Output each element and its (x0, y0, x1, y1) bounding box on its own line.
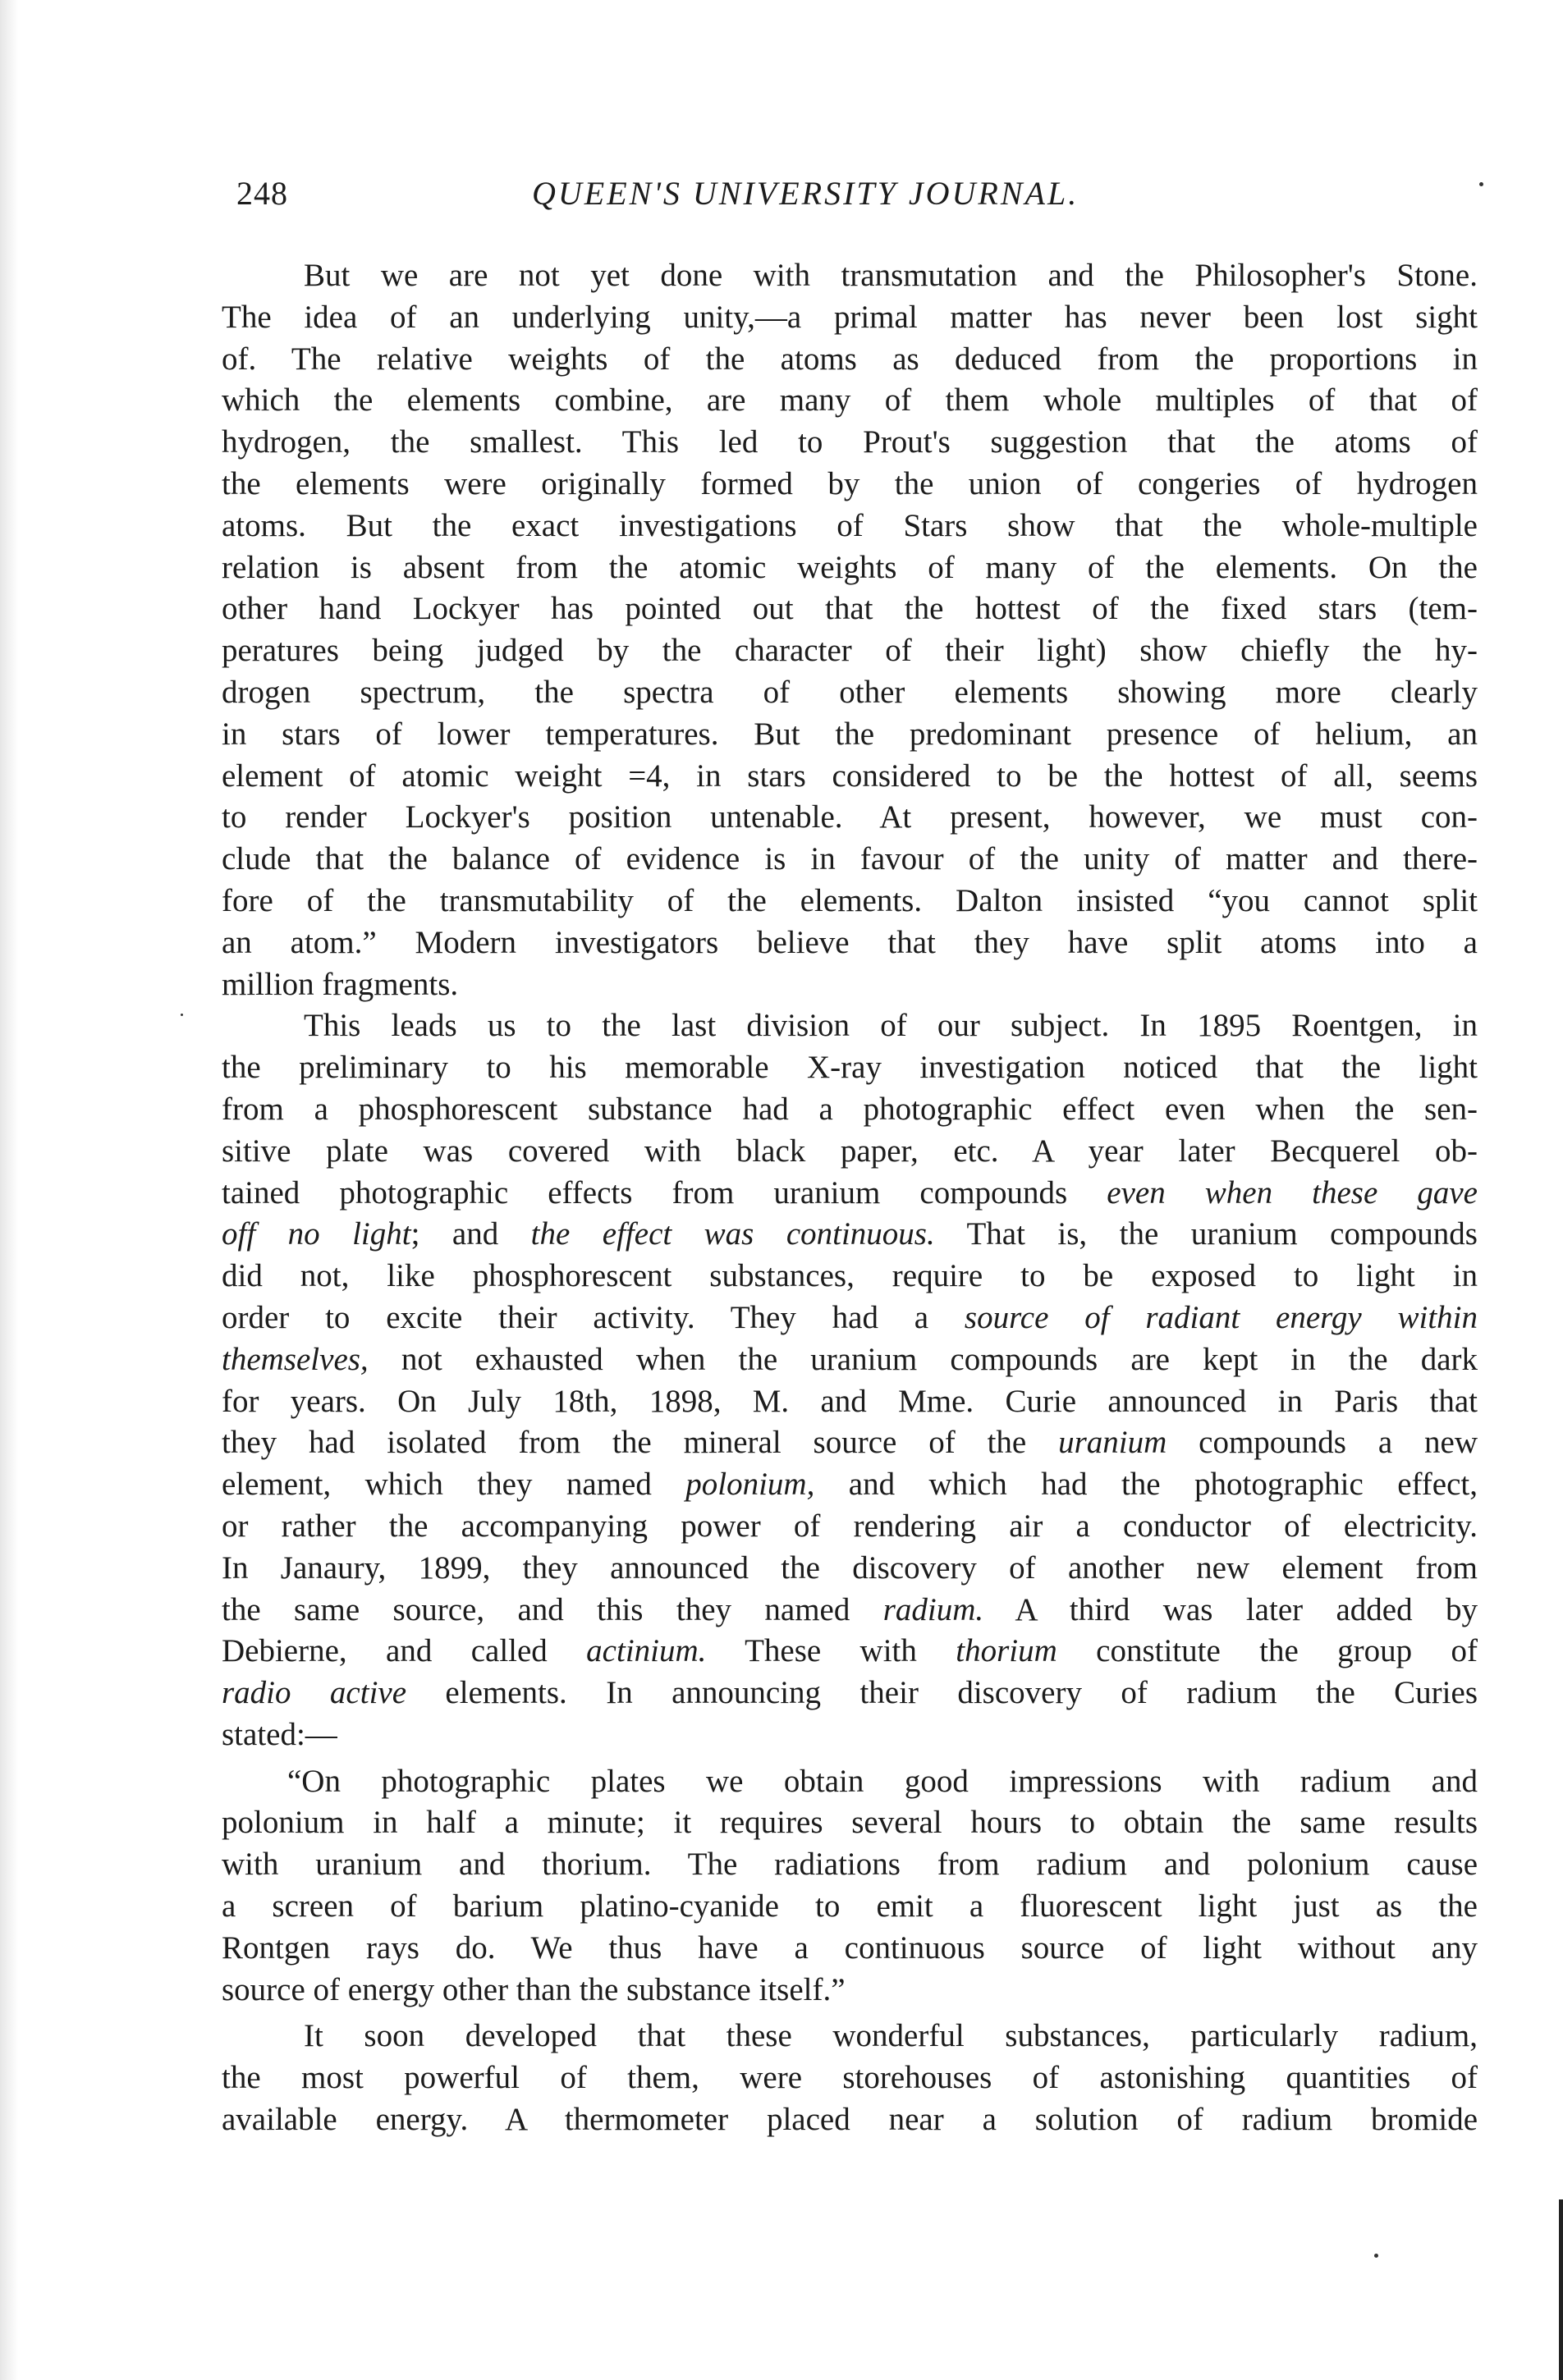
page-number: 248 (236, 175, 288, 212)
paragraph-transmutation (222, 255, 1478, 1005)
text-run: they had isolated from the mineral source of the (222, 1425, 1059, 1461)
text-line: the preliminary to his memorable X-ray investigation noticed that the light (222, 1050, 1478, 1086)
italic-run: the effect was continuous. (530, 1216, 935, 1252)
text-line (222, 1339, 1478, 1381)
text-line: element of atomic weight =4, in stars considered to be the hottest of all, seems (222, 757, 1478, 794)
text-line: This leads us to the last division of our subject. In 1895 Roentgen, in (304, 1008, 1478, 1044)
text-line: did not, like phosphorescent substances, require to be exposed to light in (222, 1258, 1478, 1294)
text-line: Rontgen rays do. We thus have a continuous source of light without any (222, 1929, 1478, 1966)
text-line: peratures being judged by the character of their light) show chiefly the hy- (222, 633, 1478, 669)
text-run: elements. In announcing their discovery of radium the Curies (406, 1675, 1478, 1711)
text-line: It soon developed that these wonderful substances, particularly radium, (304, 2018, 1478, 2054)
italic-run: thorium (956, 1633, 1057, 1669)
text-run: compounds a new (1167, 1425, 1478, 1461)
page-edge-mark (1559, 2199, 1563, 2380)
text-run: A third was later added by (983, 1591, 1478, 1627)
quotation-curies (222, 1761, 1478, 2012)
text-line (222, 1422, 1478, 1464)
italic-run: radio active (222, 1675, 407, 1711)
text-run: That is, the uranium compounds (934, 1216, 1478, 1252)
text-line: other hand Lockyer has pointed out that the hottest of the fixed stars (tem- (222, 591, 1478, 627)
ink-speck (181, 1014, 183, 1016)
text-line: the most powerful of them, were storehouses of astonishing quantities of (222, 2060, 1478, 2096)
text-line: of. The relative weights of the atoms as deduced from the proportions in (222, 341, 1478, 377)
text-run: order to excite their activity. They had a (222, 1299, 965, 1335)
text-line: from a phosphorescent substance had a photographic effect even when the sen- (222, 1091, 1478, 1127)
italic-run: off no light (222, 1216, 411, 1252)
text-line: to render Lockyer's position untenable. At present, however, we must con- (222, 799, 1478, 835)
ink-speck (1479, 182, 1483, 186)
text-line: million fragments. (222, 966, 459, 1002)
text-line: source of energy other than the substance itself.” (222, 1971, 846, 2007)
text-line: The idea of an underlying unity,—a primal matter has never been lost sight (222, 299, 1478, 335)
text-line (222, 1631, 1478, 1673)
text-line: with uranium and thorium. The radiations from radium and polonium cause (222, 1847, 1478, 1883)
italic-run: radium. (882, 1591, 984, 1627)
text-run: These with (706, 1633, 956, 1669)
text-line: atoms. But the exact investigations of Stars show that the whole-multiple (222, 507, 1478, 543)
text-line: hydrogen, the smallest. This led to Prout's suggestion that the atoms of (222, 424, 1478, 460)
paragraph-radioactivity (222, 1005, 1478, 1755)
text-run: element, which they named (222, 1467, 686, 1503)
text-line (222, 1673, 1478, 1714)
text-line: an atom.” Modern investigators believe that they have split atoms into a (222, 924, 1478, 960)
text-line: sitive plate was covered with black paper, etc. A year later Becquerel ob- (222, 1133, 1478, 1169)
text-line: But we are not yet done with transmutation and the Philosopher's Stone. (304, 258, 1478, 293)
text-line (222, 1590, 1478, 1632)
text-line: clude that the balance of evidence is in favour of the unity of matter and there- (222, 841, 1478, 877)
text-line (222, 1298, 1478, 1339)
text-line (222, 1173, 1478, 1215)
text-run: not exhausted when the uranium compounds are kept in the dark (368, 1341, 1478, 1377)
text-line (222, 1214, 1478, 1256)
text-run: Debierne, and called (222, 1633, 587, 1669)
italic-run: source of radiant energy within (964, 1299, 1478, 1335)
text-line: drogen spectrum, the spectra of other elements showing more clearly (222, 674, 1478, 710)
text-run: ; and (410, 1216, 531, 1252)
text-run: and which had the photographic effect, (814, 1467, 1478, 1503)
italic-run: themselves, (222, 1341, 369, 1377)
article-body (222, 255, 1478, 2141)
italic-run: even when these gave (1107, 1174, 1478, 1211)
italic-run: uranium (1058, 1425, 1167, 1461)
text-line: polonium in half a minute; it requires several hours to obtain the same results (222, 1805, 1478, 1841)
text-line: relation is absent from the atomic weights of many of the elements. On the (222, 549, 1478, 585)
page-edge-shadow (0, 0, 18, 2380)
page-header (236, 174, 1476, 223)
text-line: the elements were originally formed by the union of congeries of hydrogen (222, 465, 1478, 501)
text-line: “On photographic plates we obtain good impressions with radium and (287, 1763, 1478, 1799)
text-line: in stars of lower temperatures. But the predominant presence of helium, an (222, 716, 1478, 752)
text-line: In Janaury, 1899, they announced the discovery of another new element from (222, 1549, 1478, 1586)
text-run: tained photographic effects from uranium compounds (222, 1174, 1107, 1211)
text-line: a screen of barium platino-cyanide to emit a fluorescent light just as the (222, 1888, 1478, 1925)
text-run: constitute the group of (1057, 1633, 1478, 1669)
text-line (222, 1464, 1478, 1506)
running-head: QUEEN'S UNIVERSITY JOURNAL. (532, 175, 1079, 212)
text-run: the same source, and this they named (222, 1591, 883, 1627)
text-line: available energy. A thermometer placed near a solution of radium bromide (222, 2102, 1478, 2138)
italic-run: actinium. (586, 1633, 707, 1669)
text-line: fore of the transmutability of the elements. Dalton insisted “you cannot split (222, 882, 1478, 918)
italic-run: polonium, (685, 1467, 815, 1503)
paragraph-energy (222, 2016, 1478, 2140)
text-line: or rather the accompanying power of rendering air a conductor of electricity. (222, 1508, 1478, 1544)
ink-speck (1374, 2254, 1378, 2258)
text-line: stated:— (222, 1716, 337, 1752)
text-line: which the elements combine, are many of them whole multiples of that of (222, 382, 1478, 419)
text-line: for years. On July 18th, 1898, M. and Mme. Curie announced in Paris that (222, 1383, 1478, 1419)
